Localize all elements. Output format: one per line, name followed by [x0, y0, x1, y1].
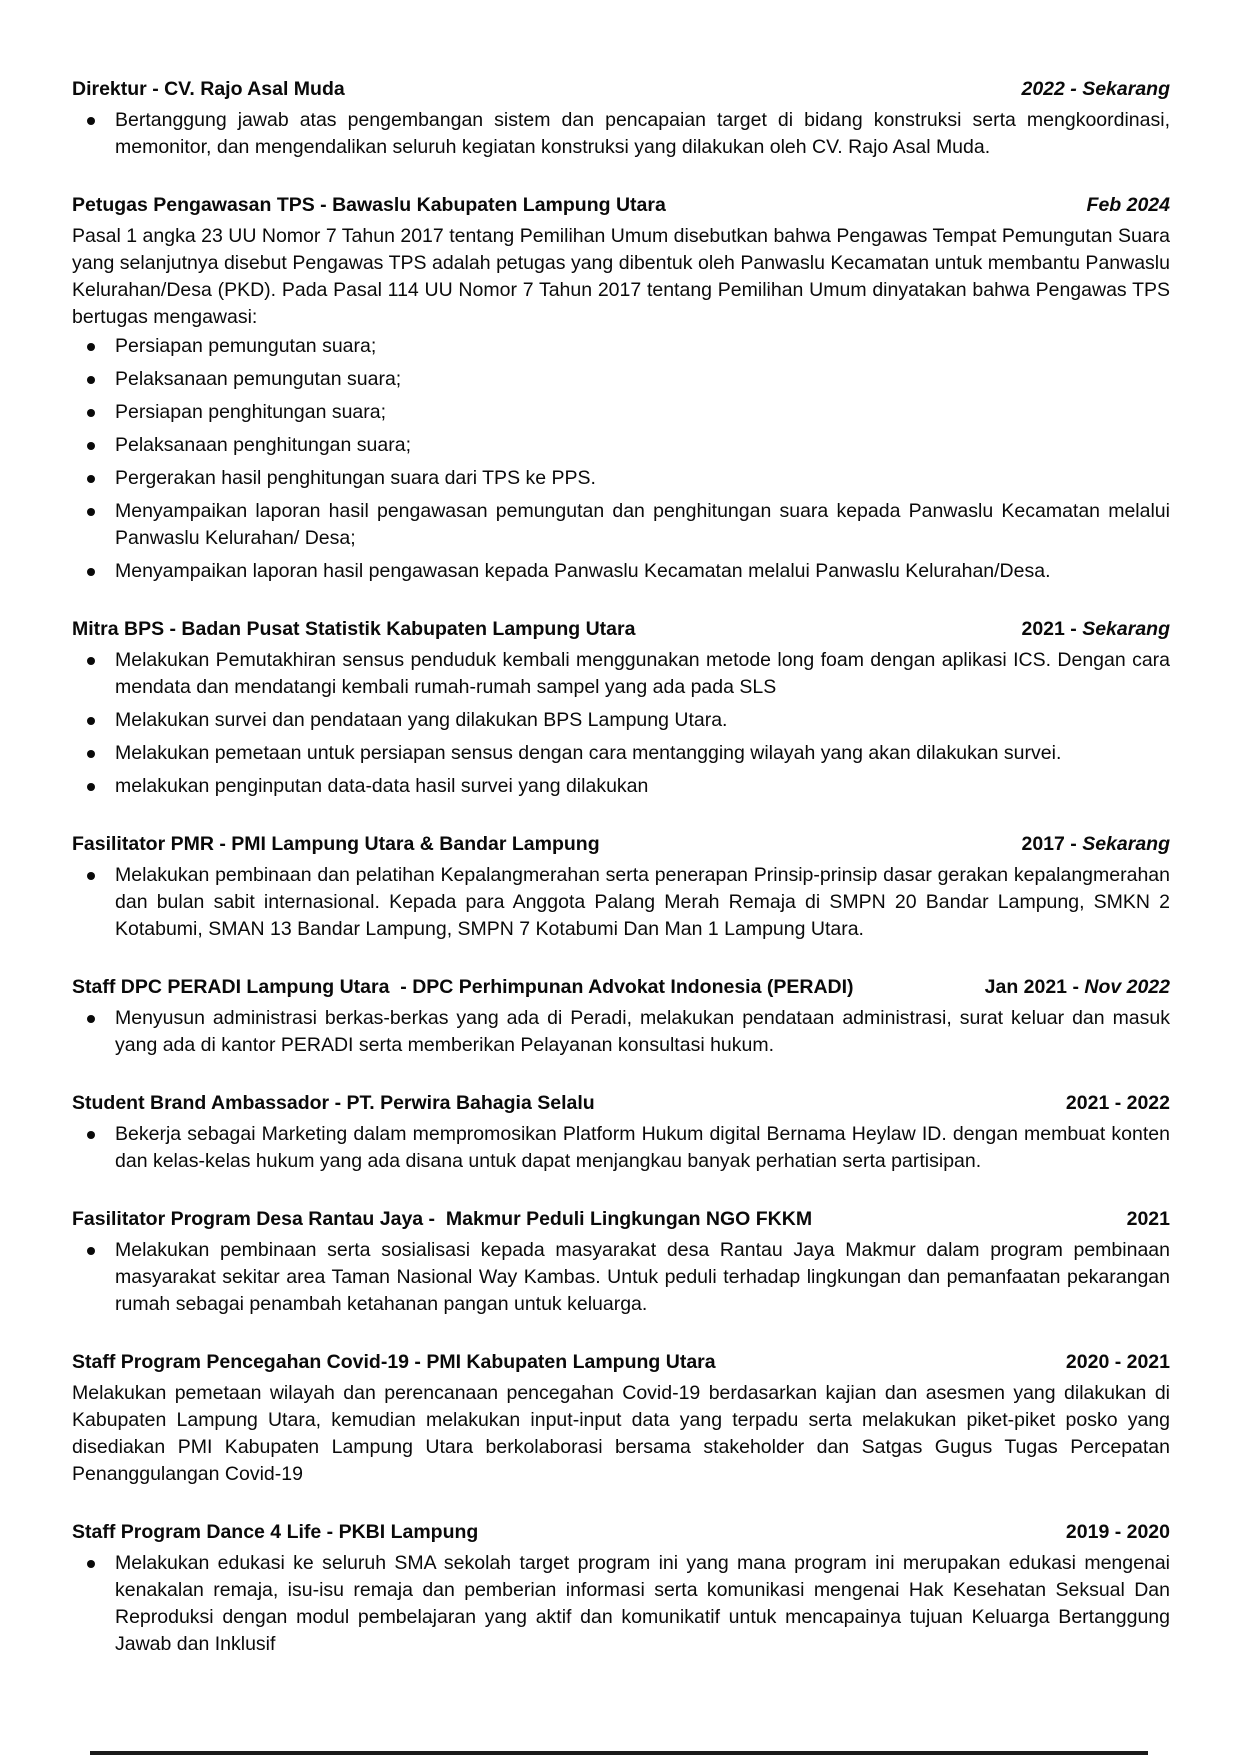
job-title: Fasilitator Program Desa Rantau Jaya - Makmur Peduli Lingkungan NGO FKKM	[72, 1208, 813, 1230]
job-date	[1127, 1206, 1170, 1233]
job-date-italic: Sekarang	[1082, 618, 1170, 640]
job-title: Student Brand Ambassador - PT. Perwira Bahagia Selalu	[72, 1092, 595, 1114]
job-heading	[72, 974, 1170, 1001]
job-title: Direktur - CV. Rajo Asal Muda	[72, 78, 345, 100]
job-heading	[72, 1519, 1170, 1546]
job-heading	[72, 1349, 1170, 1376]
job-heading	[72, 1206, 1170, 1233]
job-date	[1021, 616, 1170, 643]
job-heading	[72, 192, 1170, 219]
bullet-item: Bekerja sebagai Marketing dalam mempromosikan Platform Hukum digital Bernama Heylaw ID. dengan membuat konten dan kelas-kelas hukum yang ada disana untuk dapat menjangkau banyak perhatian serta partisipan.	[72, 1121, 1170, 1175]
job-date	[1066, 1090, 1170, 1117]
job-heading	[72, 831, 1170, 858]
job-bullet-list	[72, 333, 1170, 585]
job-title: Petugas Pengawasan TPS - Bawaslu Kabupaten Lampung Utara	[72, 194, 666, 216]
job-date	[1066, 1519, 1170, 1546]
bullet-item: Melakukan pembinaan dan pelatihan Kepalangmerahan serta penerapan Prinsip-prinsip dasar gerakan kepalangmerahan dan bulan sabit internasional. Kepada para Anggota Palang Merah Remaja di SMPN 20 Bandar Lampung, SMKN 2 Kotabumi, SMAN 13 Bandar Lampung, SMPN 7 Kotabumi Dan Man 1 Lampung Utara.	[72, 862, 1170, 943]
bullet-item: Melakukan Pemutakhiran sensus penduduk kembali menggunakan metode long foam dengan aplikasi ICS. Dengan cara mendata dan mendatangi kembali rumah-rumah sampel yang ada pada SLS	[72, 647, 1170, 701]
experience-section-mitra-bps	[72, 616, 1170, 800]
job-date-plain: 2021 -	[1021, 618, 1083, 640]
job-date-plain: 2019 - 2020	[1065, 1521, 1170, 1543]
experience-section-dance4life	[72, 1519, 1170, 1658]
experience-section-fasilitator-pmr	[72, 831, 1170, 943]
bullet-item: Bertanggung jawab atas pengembangan sistem dan pencapaian target di bidang konstruksi serta mengkoordinasi, memonitor, dan mengendalikan seluruh kegiatan konstruksi yang dilakukan oleh CV. Rajo Asal Muda.	[72, 107, 1170, 161]
job-date-plain: 2017 -	[1021, 833, 1083, 855]
job-heading	[72, 76, 1170, 103]
bullet-item: Pelaksanaan pemungutan suara;	[72, 366, 1170, 393]
job-title: Staff Program Dance 4 Life - PKBI Lampung	[72, 1521, 479, 1543]
experience-section-covid19	[72, 1349, 1170, 1488]
job-date	[1021, 76, 1170, 103]
job-title: Staff Program Pencegahan Covid-19 - PMI Kabupaten Lampung Utara	[72, 1351, 716, 1373]
job-bullet-list	[72, 107, 1170, 161]
job-date-italic: Sekarang	[1082, 833, 1170, 855]
job-date	[1066, 1349, 1170, 1376]
bullet-item: Menyampaikan laporan hasil pengawasan kepada Panwaslu Kecamatan melalui Panwaslu Kelurahan/Desa.	[72, 558, 1170, 585]
bullet-item: Menyusun administrasi berkas-berkas yang ada di Peradi, melakukan pendataan administrasi, surat keluar dan masuk yang ada di kantor PERADI serta memberikan Pelayanan konsultasi hukum.	[72, 1005, 1170, 1059]
bullet-item: Melakukan pembinaan serta sosialisasi kepada masyarakat desa Rantau Jaya Makmur dalam program pembinaan masyarakat sekitar area Taman Nasional Way Kambas. Untuk peduli terhadap lingkungan dan pemanfaatan pekarangan rumah sebagai penambah ketahanan pangan untuk keluarga.	[72, 1237, 1170, 1318]
job-bullet-list	[72, 647, 1170, 800]
job-description-paragraph: Melakukan pemetaan wilayah dan perencanaan pencegahan Covid-19 berdasarkan kajian dan asesmen yang dilakukan di Kabupaten Lampung Utara, kemudian melakukan input-input data yang terpadu serta melakukan piket-piket posko yang disediakan PMI Kabupaten Lampung Utara berkolaborasi bersama stakeholder dan Satgas Gugus Tugas Percepatan Penanggulangan Covid-19	[72, 1382, 1170, 1485]
experience-section-direktur	[72, 76, 1170, 161]
job-bullet-list	[72, 1237, 1170, 1318]
job-title: Staff DPC PERADI Lampung Utara - DPC Perhimpunan Advokat Indonesia (PERADI)	[72, 976, 854, 998]
job-date	[1087, 192, 1170, 219]
bullet-item: melakukan penginputan data-data hasil survei yang dilakukan	[72, 773, 1170, 800]
job-bullet-list	[72, 1550, 1170, 1658]
experience-section-brand-ambassador	[72, 1090, 1170, 1175]
job-date-plain: 2021	[1126, 1208, 1170, 1230]
job-heading	[72, 1090, 1170, 1117]
bullet-item: Pergerakan hasil penghitungan suara dari TPS ke PPS.	[72, 465, 1170, 492]
job-intro-paragraph: Pasal 1 angka 23 UU Nomor 7 Tahun 2017 tentang Pemilihan Umum disebutkan bahwa Pengawas Tempat Pemungutan Suara yang selanjutnya disebut Pengawas TPS adalah petugas yang dibentuk oleh Panwaslu Kecamatan untuk membantu Panwaslu Kelurahan/Desa (PKD). Pada Pasal 114 UU Nomor 7 Tahun 2017 tentang Pemilihan Umum dinyatakan bahwa Pengawas TPS bertugas mengawasi:	[72, 225, 1170, 328]
experience-section-fasilitator-desa	[72, 1206, 1170, 1318]
bullet-item: Menyampaikan laporan hasil pengawasan pemungutan dan penghitungan suara kepada Panwaslu Kecamatan melalui Panwaslu Kelurahan/ Desa;	[72, 498, 1170, 552]
job-date-plain: Jan 2021 -	[984, 976, 1085, 998]
bullet-item: Melakukan edukasi ke seluruh SMA sekolah target program ini yang mana program ini merupakan edukasi mengenai kenakalan remaja, isu-isu remaja dan pemberian informasi serta komunikasi mengenai Hak Kesehatan Seksual Dan Reproduksi dengan modul pembelajaran yang aktif dan komunikatif untuk mencapainya tujuan Keluarga Bertanggung Jawab dan Inklusif	[72, 1550, 1170, 1658]
job-heading	[72, 616, 1170, 643]
bullet-item: Melakukan survei dan pendataan yang dilakukan BPS Lampung Utara.	[72, 707, 1170, 734]
experience-section-staff-peradi	[72, 974, 1170, 1059]
page-cutoff-line	[90, 1751, 1148, 1755]
job-bullet-list	[72, 1005, 1170, 1059]
bullet-item: Persiapan pemungutan suara;	[72, 333, 1170, 360]
job-date	[1021, 831, 1170, 858]
job-date	[985, 974, 1170, 1001]
experience-section-pengawasan-tps	[72, 192, 1170, 585]
job-date-italic: Feb 2024	[1086, 194, 1170, 216]
job-bullet-list	[72, 862, 1170, 943]
job-date-plain: 2021 - 2022	[1065, 1092, 1170, 1114]
job-bullet-list	[72, 1121, 1170, 1175]
job-date-italic: Nov 2022	[1084, 976, 1170, 998]
bullet-item: Melakukan pemetaan untuk persiapan sensus dengan cara mentangging wilayah yang akan dilakukan survei.	[72, 740, 1170, 767]
job-date-italic: 2022 - Sekarang	[1021, 78, 1170, 100]
job-title: Fasilitator PMR - PMI Lampung Utara & Bandar Lampung	[72, 833, 600, 855]
bullet-item: Pelaksanaan penghitungan suara;	[72, 432, 1170, 459]
job-date-plain: 2020 - 2021	[1065, 1351, 1170, 1373]
bullet-item: Persiapan penghitungan suara;	[72, 399, 1170, 426]
job-title: Mitra BPS - Badan Pusat Statistik Kabupaten Lampung Utara	[72, 618, 636, 640]
